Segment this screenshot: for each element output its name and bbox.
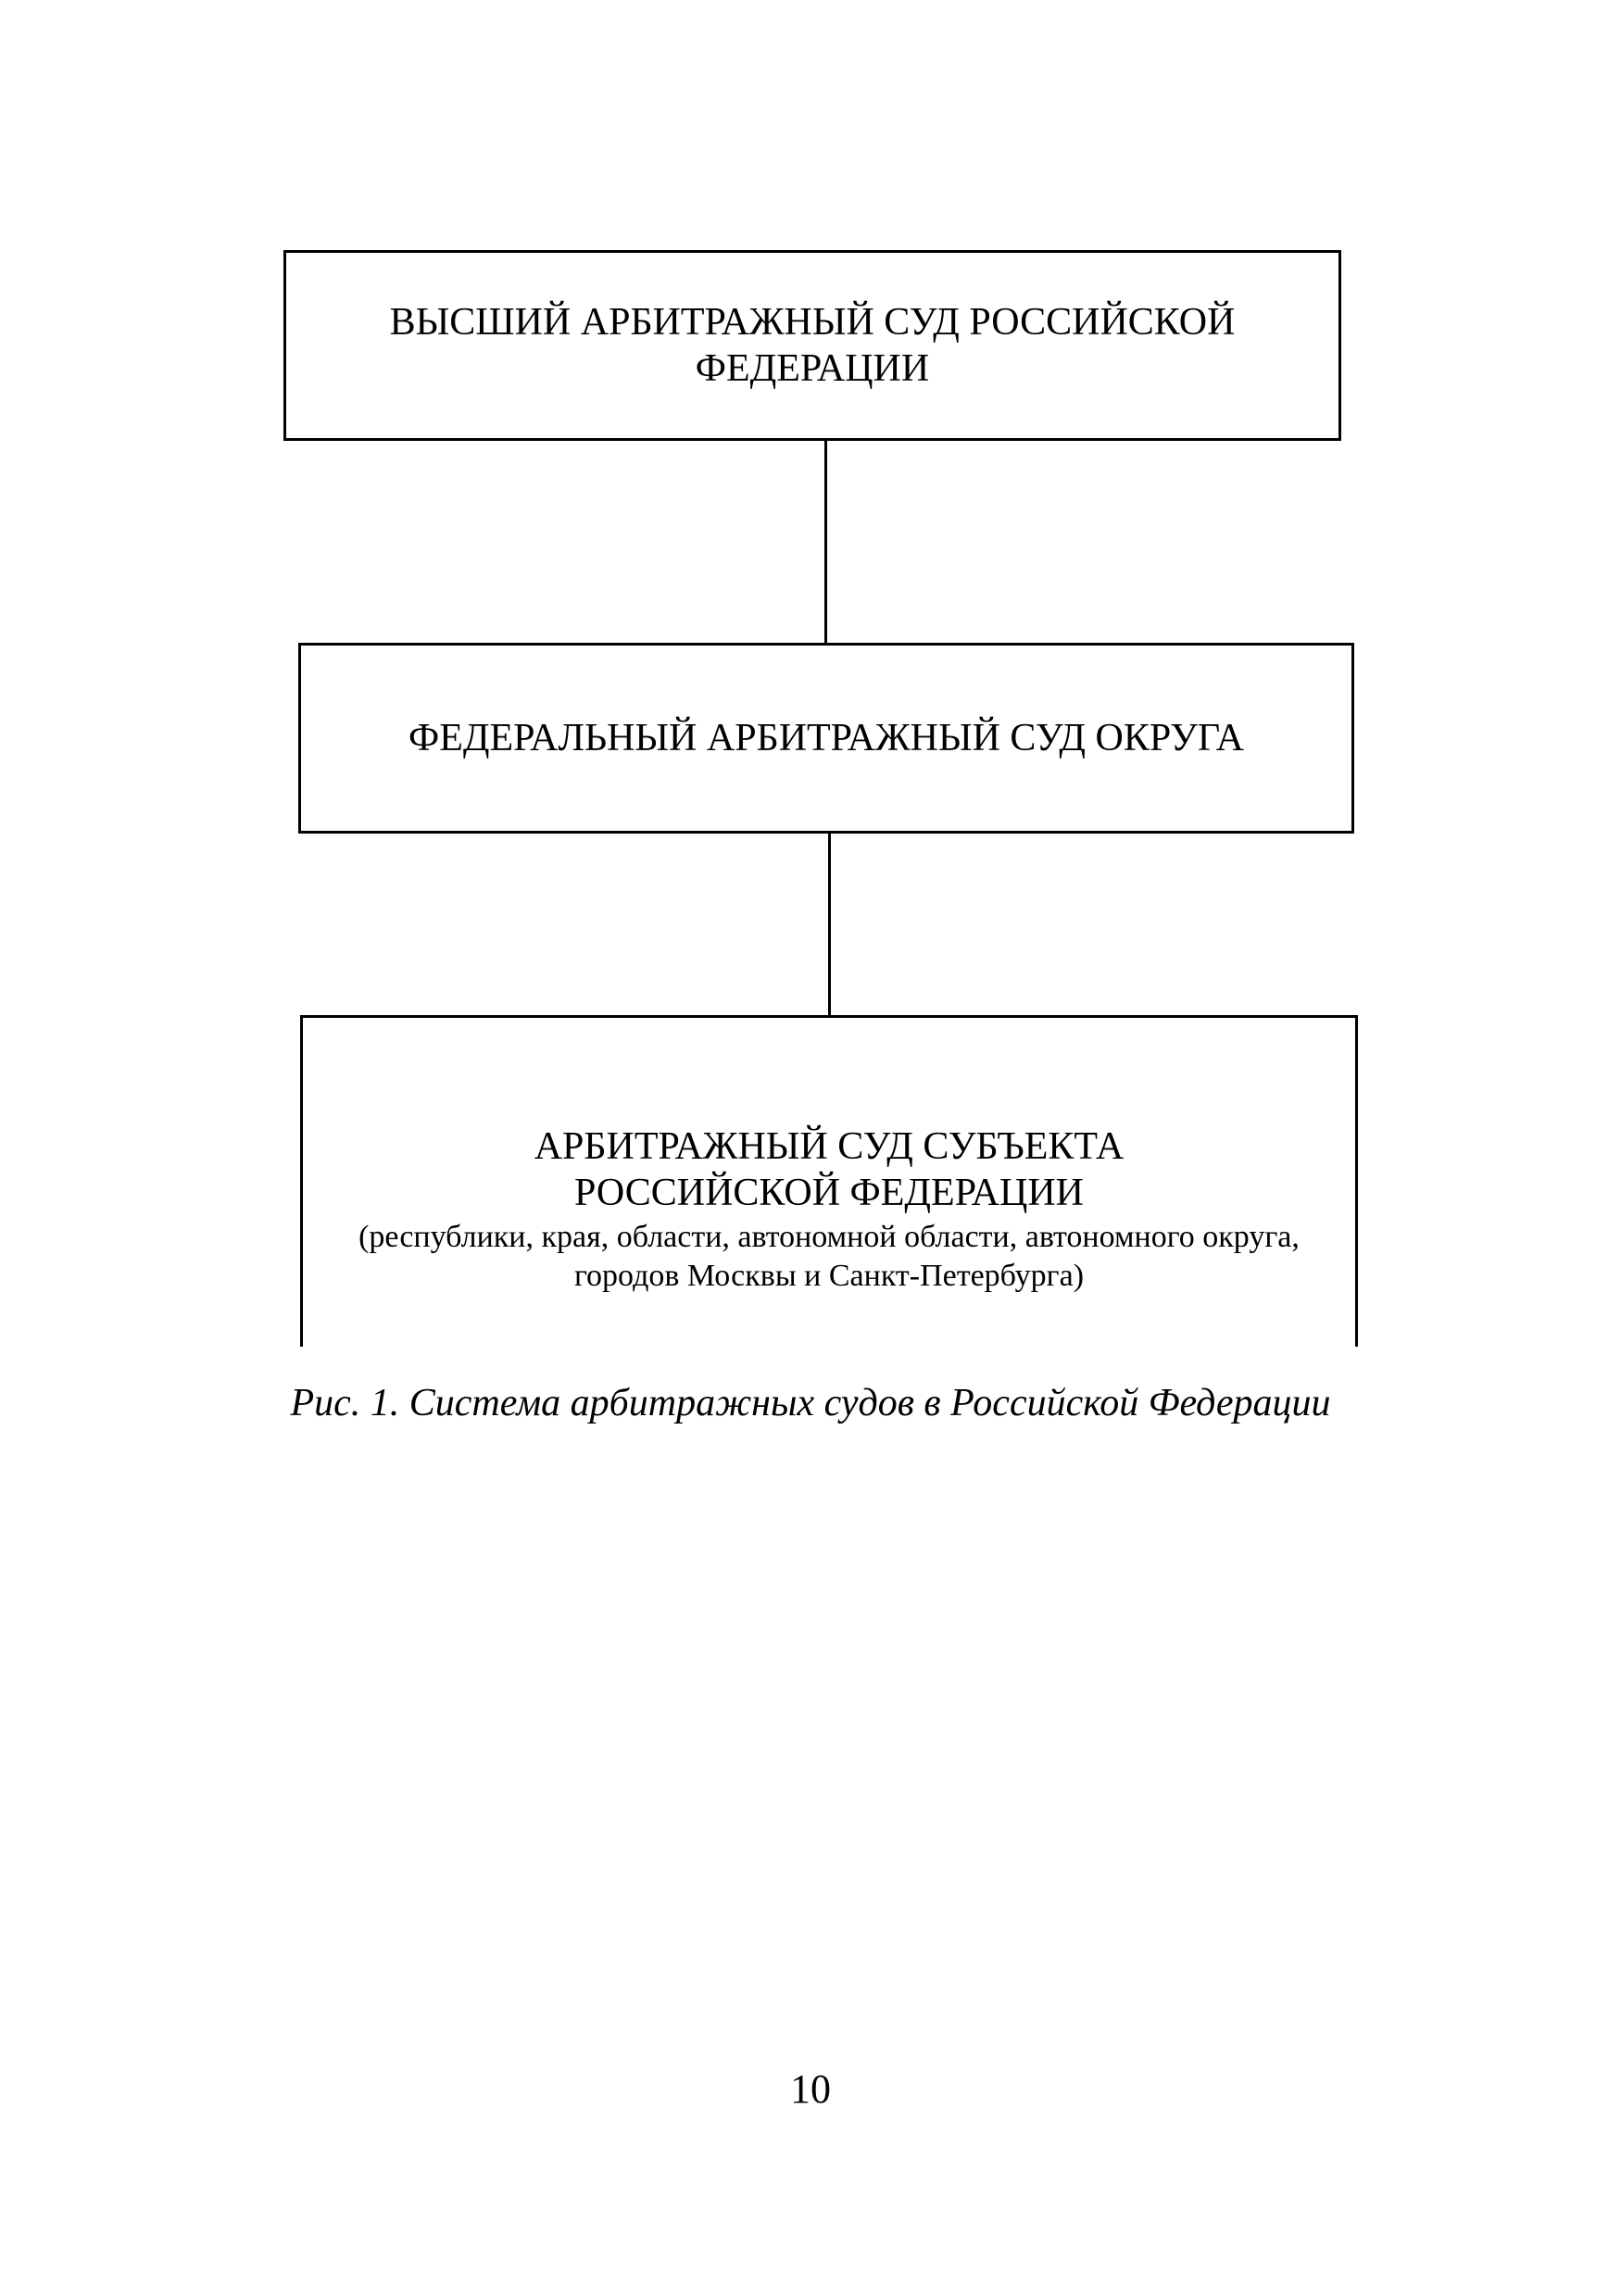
page-number: 10 (790, 2066, 831, 2112)
subject-arbitration-court-box (300, 1015, 1358, 1347)
subject-arbitration-court-label: АРБИТРАЖНЫЙ СУД СУБЪЕКТА РОССИЙСКОЙ ФЕДЕРАЦИИ (534, 1125, 1125, 1214)
federal-district-court-label: ФЕДЕРАЛЬНЫЙ АРБИТРАЖНЫЙ СУД ОКРУГА (408, 717, 1244, 759)
supreme-arbitration-court-box (283, 250, 1341, 441)
connector-line-district-to-subject (828, 834, 831, 1019)
federal-district-court-box (298, 643, 1354, 834)
connector-line-supreme-to-district (824, 441, 827, 643)
figure-caption: Рис. 1. Система арбитражных судов в Российской Федерации (290, 1382, 1331, 1424)
subject-arbitration-court-note: (республики, края, области, автономной области, автономного округа, городов Москвы и Санкт-Петербурга) (358, 1220, 1300, 1293)
supreme-arbitration-court-label: ВЫСШИЙ АРБИТРАЖНЫЙ СУД РОССИЙСКОЙ ФЕДЕРАЦИИ (389, 301, 1236, 390)
